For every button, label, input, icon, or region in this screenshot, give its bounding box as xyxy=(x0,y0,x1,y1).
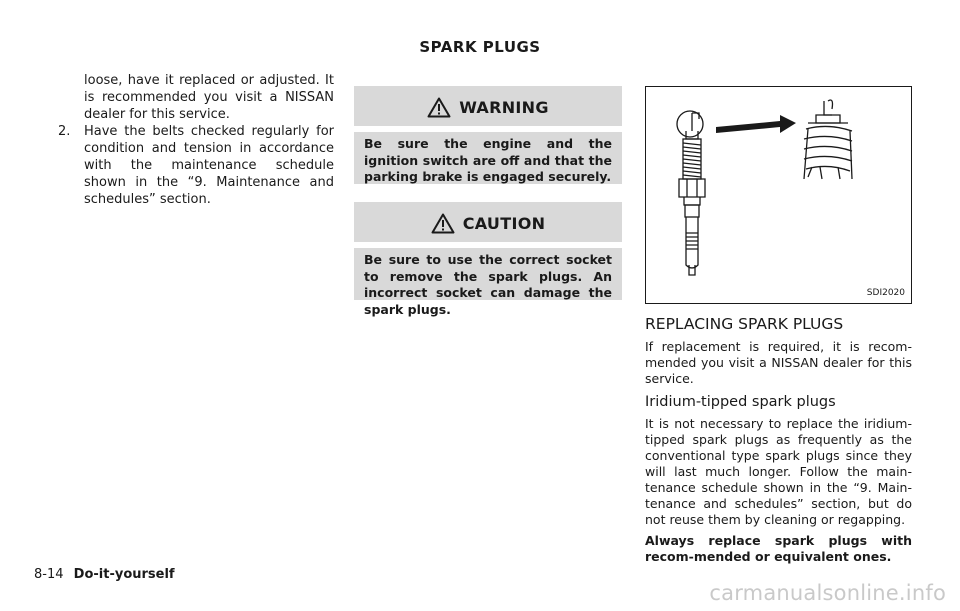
caution-box xyxy=(354,202,622,317)
spark-plug-illustration xyxy=(646,87,911,303)
caution-body xyxy=(354,252,622,318)
iridium-subheading: Iridium-tipped spark plugs xyxy=(645,394,836,410)
warning-text: Be sure the engine and the ignition switch are off and that the parking brake is engaged securely. xyxy=(364,136,612,184)
continued-paragraph: loose, have it replaced or adjusted. It is recommended you visit a NISSAN dealer for this service. xyxy=(84,73,334,122)
watermark: carmanualsonline.info xyxy=(709,581,946,605)
left-column xyxy=(58,72,334,208)
page-number: 8-14 xyxy=(34,567,64,582)
warning-body xyxy=(354,136,622,186)
section-title: SPARK PLUGS xyxy=(419,38,541,56)
right-column xyxy=(645,314,912,570)
caution-header xyxy=(354,204,622,242)
list-number: 2. xyxy=(58,124,71,139)
chapter-title: Do-it-yourself xyxy=(73,567,175,582)
list-item-text: Have the belts checked regularly for condition and tension in accordance with the maintenance schedule shown in the “9. Maintenance and schedules” section. xyxy=(84,124,334,207)
replacing-heading: REPLACING SPARK PLUGS xyxy=(645,315,844,333)
replacing-intro: If replacement is required, it is recom-mended you visit a NISSAN dealer for this service. xyxy=(645,339,912,386)
warning-divider xyxy=(354,126,622,132)
caution-divider xyxy=(354,242,622,248)
warning-header xyxy=(354,88,622,126)
replacement-note: Always replace spark plugs with recom-mended or equivalent ones. xyxy=(645,533,912,564)
spark-plug-figure xyxy=(645,86,912,304)
caution-triangle-icon xyxy=(431,213,455,234)
page-footer xyxy=(34,567,175,582)
warning-box xyxy=(354,86,622,184)
iridium-body: It is not necessary to replace the iridium-tipped spark plugs as frequently as the conventional type spark plugs since they will last much longer. Follow the main-tenance schedule shown in the “9. Main-tenance and schedules” section, but do not reuse them by cleaning or regapping. xyxy=(645,416,912,527)
caution-title: CAUTION xyxy=(462,213,546,233)
warning-triangle-icon xyxy=(427,97,451,118)
list-item xyxy=(58,123,334,208)
warning-title: WARNING xyxy=(459,97,549,117)
caution-text: Be sure to use the correct socket to remove the spark plugs. An incorrect socket can damage the spark plugs. xyxy=(364,252,612,317)
figure-code: SDI2020 xyxy=(866,288,905,298)
